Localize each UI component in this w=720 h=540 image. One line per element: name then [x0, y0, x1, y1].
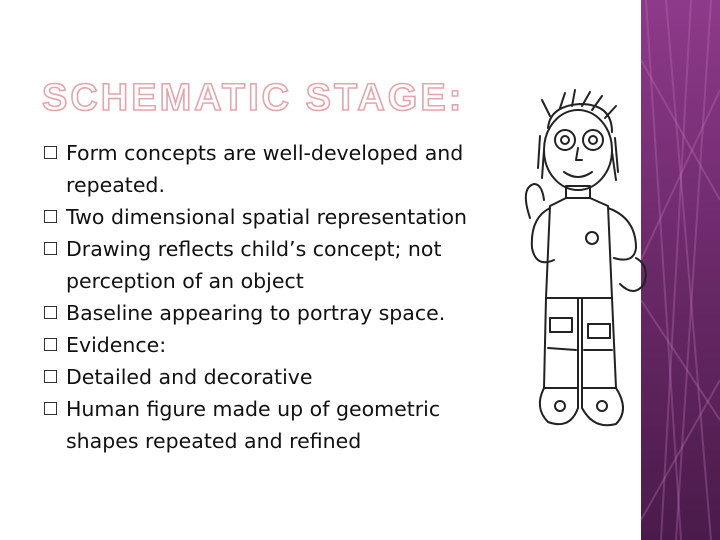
checkbox-icon — [44, 370, 57, 383]
bullet-line: Drawing reflects child’s concept; not — [66, 237, 442, 261]
bullet-item — [44, 297, 564, 329]
bullet-line: shapes repeated and refined — [66, 429, 362, 453]
decorative-side-band — [641, 0, 720, 540]
bullet-list — [44, 137, 564, 457]
checkbox-icon — [44, 242, 57, 255]
bullet-line: Two dimensional spatial representation — [66, 205, 468, 229]
title-text: SCHEMATIC STAGE: — [42, 77, 465, 119]
bullet-line: Form concepts are well-developed and — [66, 141, 464, 165]
checkbox-icon — [44, 306, 57, 319]
bullet-line: Evidence: — [66, 333, 167, 357]
bullet-item — [44, 329, 564, 361]
bullet-line: perception of an object — [66, 269, 304, 293]
checkbox-icon — [44, 338, 57, 351]
bullet-item — [44, 137, 564, 201]
checkbox-icon — [44, 146, 57, 159]
bullet-line: Baseline appearing to portray space. — [66, 301, 446, 325]
bullet-item — [44, 233, 564, 297]
bullet-line: Detailed and decorative — [66, 365, 313, 389]
slide-title — [40, 72, 465, 122]
bullet-line: Human figure made up of geometric — [66, 397, 441, 421]
child-drawing-figure — [520, 88, 650, 498]
bullet-line: repeated. — [66, 173, 165, 197]
bullet-item — [44, 201, 564, 233]
checkbox-icon — [44, 402, 57, 415]
checkbox-icon — [44, 210, 57, 223]
band-texture-icon — [641, 0, 720, 540]
bullet-item — [44, 361, 564, 393]
bullet-item — [44, 393, 564, 457]
